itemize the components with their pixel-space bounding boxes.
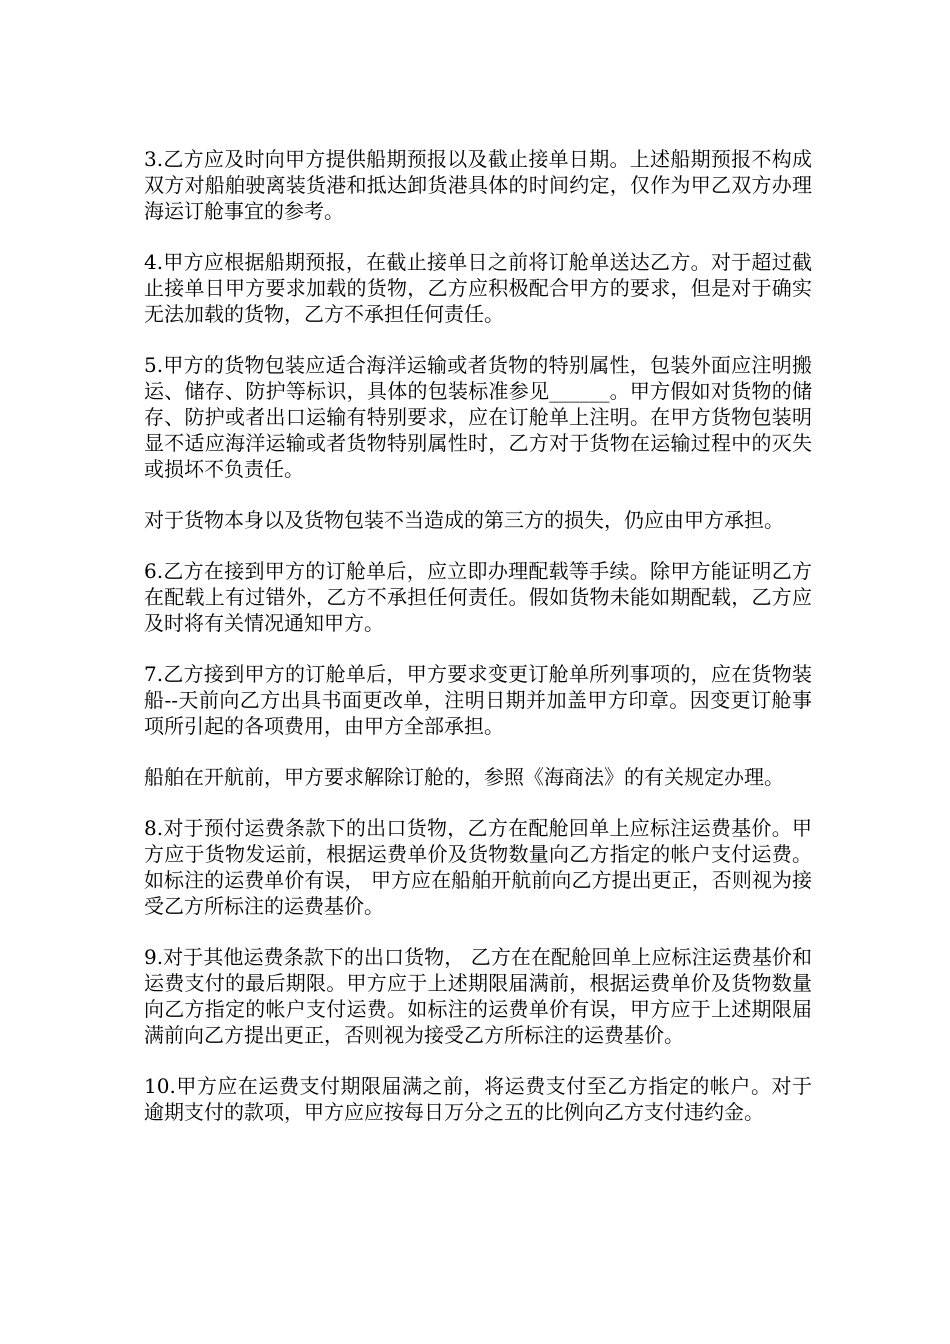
clause-9-paragraph: 9.对于其他运费条款下的出口货物， 乙方在在配舱回单上应标注运费基价和运费支付的最后期限。甲方应于上述期限届满前，根据运费单价及货物数量向乙方指定的帐户支付运费。如标注的运费单价有误，甲方应于上述期限届满前向乙方提出更正，否则视为接受乙方所标注的运费基价。 (144, 945, 812, 1047)
clause-5-continuation-paragraph: 对于货物本身以及货物包装不当造成的第三方的损失，仍应由甲方承担。 (144, 508, 784, 532)
clause-7-paragraph: 7.乙方接到甲方的订舱单后，甲方要求变更订舱单所列事项的，应在货物装船--天前向乙方出具书面更改单，注明日期并加盖甲方印章。因变更订舱事项所引起的各项费用，由甲方全部承担。 (144, 662, 812, 738)
clause-3-paragraph: 3.乙方应及时向甲方提供船期预报以及截止接单日期。上述船期预报不构成双方对船舶驶离装货港和抵达卸货港具体的时间约定，仅作为甲乙双方办理海运订舱事宜的参考。 (144, 147, 812, 223)
clause-10-paragraph: 10.甲方应在运费支付期限届满之前，将运费支付至乙方指定的帐户。对于逾期支付的款项，甲方应应按每日万分之五的比例向乙方支付违约金。 (144, 1074, 812, 1124)
clause-7-continuation-paragraph: 船舶在开航前，甲方要求解除订舱的，参照《海商法》的有关规定办理。 (144, 765, 784, 789)
clause-6-paragraph: 6.乙方在接到甲方的订舱单后，应立即办理配载等手续。除甲方能证明乙方在配载上有过错外，乙方不承担任何责任。假如货物未能如期配载，乙方应及时将有关情况通知甲方。 (144, 559, 812, 635)
clause-5-paragraph: 5.甲方的货物包装应适合海洋运输或者货物的特别属性，包装外面应注明搬运、储存、防护等标识，具体的包装标准参见______。甲方假如对货物的储存、防护或者出口运输有特别要求，应在订舱单上注明。在甲方货物包装明显不适应海洋运输或者货物特别属性时，乙方对于货物在运输过程中的灭失或损坏不负责任。 (144, 353, 812, 481)
clause-8-paragraph: 8.对于预付运费条款下的出口货物，乙方在配舱回单上应标注运费基价。甲方应于货物发运前，根据运费单价及货物数量向乙方指定的帐户支付运费。如标注的运费单价有误， 甲方应在船舶开航前向乙方提出更正，否则视为接受乙方所标注的运费基价。 (144, 816, 812, 918)
clause-4-paragraph: 4.甲方应根据船期预报，在截止接单日之前将订舱单送达乙方。对于超过截止接单日甲方要求加载的货物，乙方应积极配合甲方的要求，但是对于确实无法加载的货物，乙方不承担任何责任。 (144, 250, 812, 326)
document-page (144, 146, 812, 1150)
